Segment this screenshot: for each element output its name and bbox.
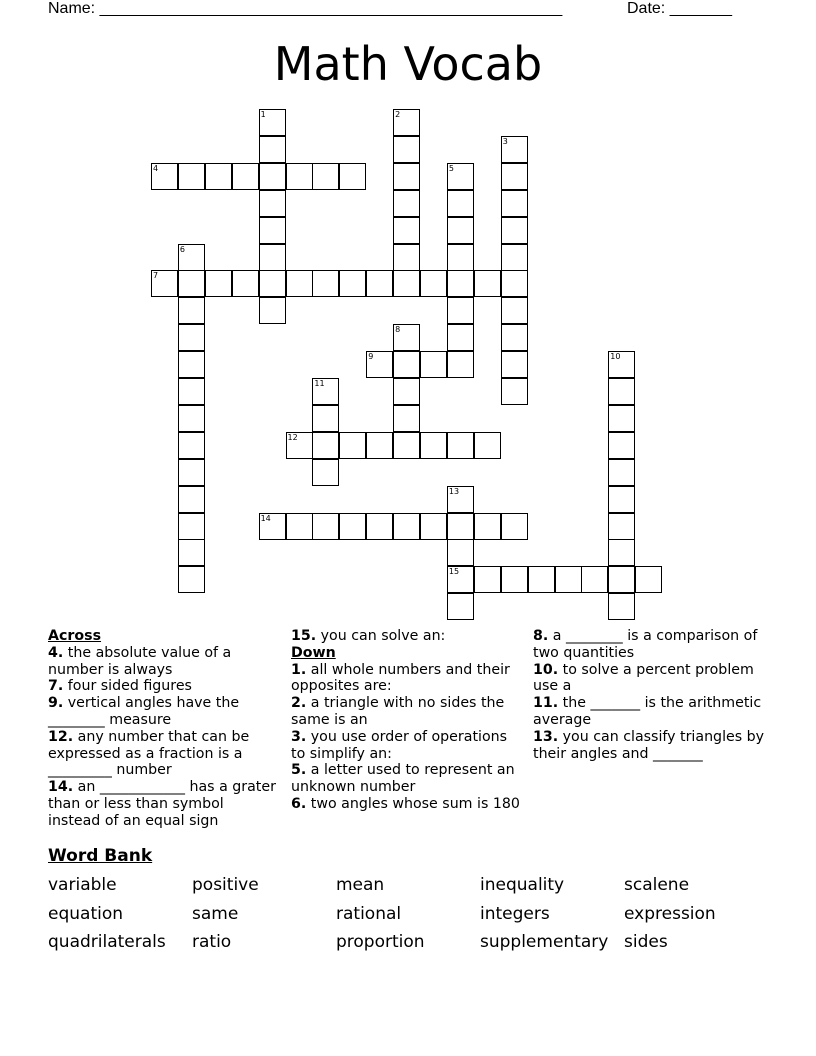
word-bank-item: rational — [336, 904, 402, 924]
clue-number: 15 — [448, 567, 460, 577]
clue-down-11: 11. the _______ is the arithmetic average — [533, 695, 762, 728]
grid-cell[interactable] — [447, 593, 474, 620]
clue-number: 3 — [502, 136, 508, 146]
grid-cell[interactable] — [259, 136, 286, 163]
clue-across-9: 9. vertical angles have the ________ measure — [48, 695, 240, 728]
grid-cell[interactable] — [447, 244, 474, 271]
clue-number: 7 — [153, 271, 159, 281]
grid-cell[interactable] — [501, 297, 528, 324]
grid-cell[interactable] — [608, 405, 635, 432]
clue-number: 14 — [260, 513, 271, 523]
grid-cell[interactable] — [259, 109, 286, 136]
grid-cell[interactable] — [447, 351, 474, 378]
word-bank-title: Word Bank — [48, 846, 153, 866]
grid-cell[interactable] — [474, 270, 501, 297]
grid-cell[interactable] — [420, 513, 447, 540]
grid-cell[interactable] — [393, 217, 420, 244]
grid-cell[interactable] — [447, 270, 474, 297]
grid-cell[interactable] — [259, 270, 286, 297]
grid-cell[interactable] — [286, 432, 313, 459]
grid-cell[interactable] — [178, 405, 205, 432]
grid-cell[interactable] — [339, 513, 366, 540]
grid-cell[interactable] — [259, 297, 286, 324]
grid-cell[interactable] — [635, 566, 662, 593]
grid-cell[interactable] — [286, 163, 313, 190]
grid-cell[interactable] — [608, 539, 635, 566]
grid-cell[interactable] — [501, 513, 528, 540]
clues-column-2 — [291, 628, 523, 813]
grid-cell[interactable] — [608, 513, 635, 540]
grid-cell[interactable] — [339, 163, 366, 190]
grid-cell[interactable] — [501, 136, 528, 163]
clue-number: 2 — [395, 110, 401, 119]
clue-down-8: 8. a ________ is a comparison of two quantities — [533, 628, 758, 661]
grid-cell[interactable] — [232, 270, 259, 297]
word-bank-item: integers — [480, 904, 550, 924]
grid-cell[interactable] — [312, 163, 339, 190]
grid-cell[interactable] — [178, 459, 205, 486]
clue-number: 6 — [179, 244, 185, 254]
grid-cell[interactable] — [178, 163, 205, 190]
grid-cell[interactable] — [501, 351, 528, 378]
grid-cell[interactable] — [447, 190, 474, 217]
grid-cell[interactable] — [259, 190, 286, 217]
clue-number: 9 — [368, 352, 374, 362]
grid-cell[interactable] — [393, 270, 420, 297]
clue-number: 4 — [153, 163, 159, 173]
grid-cell[interactable] — [286, 270, 313, 297]
grid-cell[interactable] — [393, 351, 420, 378]
grid-cell[interactable] — [608, 432, 635, 459]
grid-cell[interactable] — [151, 163, 178, 190]
grid-cell[interactable] — [339, 432, 366, 459]
clue-number: 10 — [610, 352, 621, 362]
word-bank-item: same — [192, 904, 239, 924]
grid-cell[interactable] — [501, 244, 528, 271]
grid-cell[interactable] — [178, 513, 205, 540]
word-bank-item: proportion — [336, 932, 425, 952]
grid-cell[interactable] — [366, 351, 393, 378]
grid-cell[interactable] — [232, 163, 259, 190]
header — [48, 0, 748, 18]
grid-cell[interactable] — [608, 378, 635, 405]
grid-cell[interactable] — [501, 566, 528, 593]
grid-cell[interactable] — [474, 566, 501, 593]
word-bank-item: inequality — [480, 875, 565, 895]
grid-cell[interactable] — [608, 486, 635, 513]
grid-cell[interactable] — [312, 432, 339, 459]
grid-cell[interactable] — [151, 270, 178, 297]
grid-cell[interactable] — [393, 244, 420, 271]
grid-cell[interactable] — [474, 513, 501, 540]
grid-cell[interactable] — [178, 297, 205, 324]
grid-cell[interactable] — [608, 351, 635, 378]
grid-cell[interactable] — [178, 378, 205, 405]
grid-cell[interactable] — [366, 270, 393, 297]
clue-across-14: 14. an ____________ has a grater than or less than symbol instead of an equal sign — [48, 779, 276, 829]
grid-cell[interactable] — [393, 513, 420, 540]
clue-across-7: 7. four sided figures — [48, 678, 192, 695]
grid-cell[interactable] — [420, 270, 447, 297]
word-bank-item: ratio — [192, 932, 232, 952]
grid-cell[interactable] — [178, 244, 205, 271]
clue-number: 8 — [395, 325, 401, 335]
grid-cell[interactable] — [447, 486, 474, 513]
grid-cell[interactable] — [528, 566, 555, 593]
grid-cell[interactable] — [393, 405, 420, 432]
word-bank-item: supplementary — [480, 932, 609, 952]
grid-cell[interactable] — [178, 270, 205, 297]
grid-cell[interactable] — [312, 459, 339, 486]
word-bank-item: positive — [192, 875, 259, 895]
grid-cell[interactable] — [501, 190, 528, 217]
clue-number: 11 — [314, 379, 325, 388]
grid-cell[interactable] — [312, 378, 339, 405]
grid-cell[interactable] — [259, 163, 286, 190]
grid-cell[interactable] — [393, 136, 420, 163]
grid-cell[interactable] — [501, 163, 528, 190]
grid-cell[interactable] — [501, 270, 528, 297]
clue-number: 13 — [448, 486, 460, 496]
grid-cell[interactable] — [393, 163, 420, 190]
word-bank-item: equation — [48, 904, 124, 924]
grid-cell[interactable] — [393, 378, 420, 405]
grid-cell[interactable] — [178, 539, 205, 566]
grid-cell[interactable] — [178, 566, 205, 593]
grid-cell[interactable] — [178, 432, 205, 459]
grid-cell[interactable] — [555, 566, 582, 593]
grid-cell[interactable] — [608, 593, 635, 620]
word-bank-item: mean — [336, 875, 385, 895]
grid-cell[interactable] — [259, 244, 286, 271]
clue-down-3: 3. you use order of operations to simplify an: — [291, 728, 508, 762]
clue-across-12: 12. any number that can be expressed as a fraction is a _________ number — [48, 728, 250, 779]
clue-down-6: 6. two angles whose sum is 180 — [291, 795, 520, 812]
grid-cell[interactable] — [286, 513, 313, 540]
clue-down-13: 13. you can classify triangles by their angles and _______ — [533, 728, 765, 762]
name-field[interactable]: Name: ____________________________________________________ — [48, 0, 563, 17]
across-heading: Across — [48, 628, 102, 644]
grid-cell[interactable] — [178, 486, 205, 513]
grid-cell[interactable] — [420, 432, 447, 459]
grid-cell[interactable] — [178, 351, 205, 378]
grid-cell[interactable] — [259, 217, 286, 244]
word-bank-item: variable — [48, 875, 117, 895]
grid-cell[interactable] — [501, 378, 528, 405]
grid-cell[interactable] — [178, 324, 205, 351]
clue-number: 1 — [260, 110, 266, 119]
grid-cell[interactable] — [393, 324, 420, 351]
clue-down-5: 5. a letter used to represent an unknown number — [291, 762, 515, 796]
grid-cell[interactable] — [312, 513, 339, 540]
word-bank-item: expression — [624, 904, 716, 924]
clues-column-3 — [533, 628, 773, 762]
date-field[interactable]: Date: _______ — [627, 0, 732, 17]
grid-cell[interactable] — [312, 405, 339, 432]
word-bank-item: quadrilaterals — [48, 932, 166, 952]
grid-cell[interactable] — [447, 297, 474, 324]
clue-number: 5 — [448, 163, 454, 173]
grid-cell[interactable] — [205, 270, 232, 297]
grid-cell[interactable] — [312, 270, 339, 297]
clues-column-1 — [48, 628, 280, 830]
clue-down-1: 1. all whole numbers and their opposites are: — [291, 661, 510, 695]
grid-cell[interactable] — [447, 163, 474, 190]
clue-down-10: 10. to solve a percent problem use a — [533, 661, 754, 695]
grid-cell[interactable] — [420, 351, 447, 378]
grid-cell[interactable] — [393, 190, 420, 217]
grid-cell[interactable] — [501, 217, 528, 244]
grid-cell[interactable] — [339, 270, 366, 297]
grid-cell[interactable] — [447, 513, 474, 540]
grid-cell[interactable] — [447, 432, 474, 459]
down-heading: Down — [291, 644, 336, 661]
grid-cell[interactable] — [393, 432, 420, 459]
grid-cell[interactable] — [366, 513, 393, 540]
grid-cell[interactable] — [447, 324, 474, 351]
clue-across-15: 15. you can solve an: — [291, 628, 446, 644]
grid-cell[interactable] — [608, 459, 635, 486]
grid-cell[interactable] — [447, 539, 474, 566]
grid-cell[interactable] — [366, 432, 393, 459]
grid-cell[interactable] — [259, 513, 286, 540]
grid-cell[interactable] — [474, 432, 501, 459]
clue-number: 12 — [287, 432, 298, 442]
clue-down-2: 2. a triangle with no sides the same is an — [291, 695, 505, 728]
grid-cell[interactable] — [581, 566, 608, 593]
grid-cell[interactable] — [205, 163, 232, 190]
grid-cell[interactable] — [393, 109, 420, 136]
word-bank-item: scalene — [624, 875, 690, 895]
grid-cell[interactable] — [608, 566, 635, 593]
grid-cell[interactable] — [447, 217, 474, 244]
grid-cell[interactable] — [447, 566, 474, 593]
grid-cell[interactable] — [501, 324, 528, 351]
page-title: Math Vocab — [273, 37, 543, 91]
word-bank-item: sides — [624, 932, 668, 952]
clue-across-4: 4. the absolute value of a number is always — [48, 644, 232, 678]
